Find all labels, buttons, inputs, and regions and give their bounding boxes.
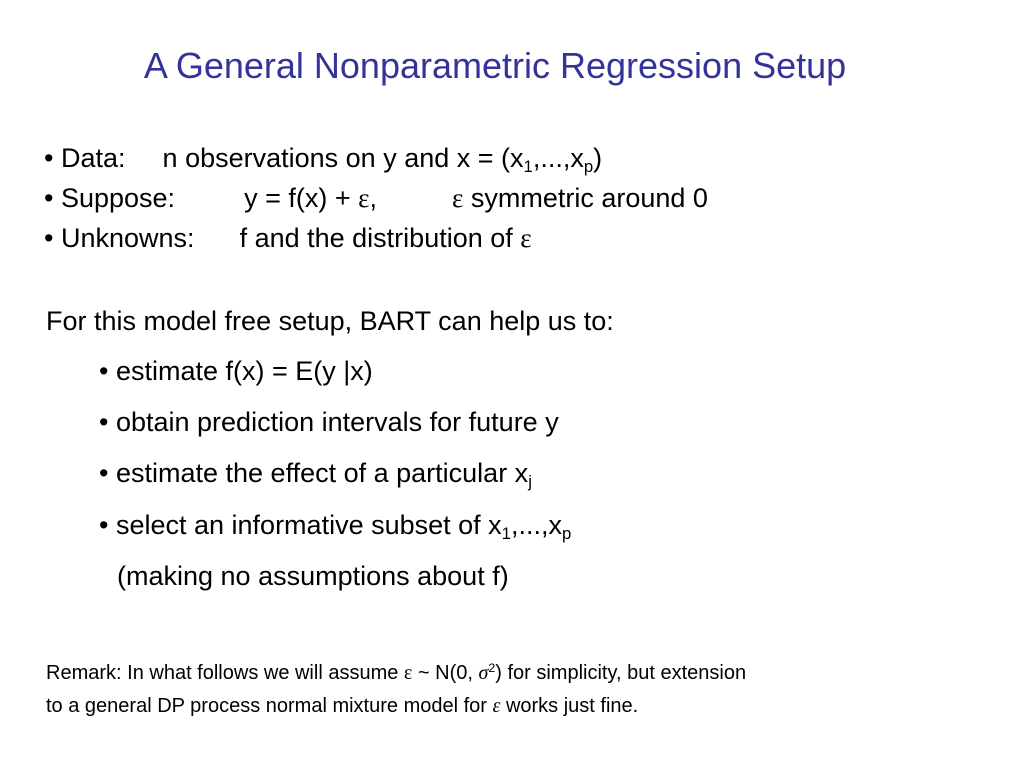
bullet-data <box>44 142 603 177</box>
bullet-marker: • <box>99 356 109 386</box>
intro-text: For this model free setup, BART can help us to: <box>46 306 614 336</box>
comma: , <box>369 183 377 213</box>
slide-title: A General Nonparametric Regression Setup <box>143 45 847 86</box>
epsilon-symbol: ε <box>403 662 413 684</box>
bullet-data-label: Data: <box>60 143 126 173</box>
superscript-2: 2 <box>488 661 496 676</box>
bullet-marker: • <box>99 407 109 437</box>
subscript-j: j <box>528 472 532 492</box>
bullet-data-mid: ,...,x <box>532 143 584 173</box>
bullet-suppose-equation: y = f(x) + <box>244 183 359 213</box>
goal-text: estimate the effect of a particular x <box>115 458 529 488</box>
bullet-unknowns-label: Unknowns: <box>60 223 195 253</box>
bullet-suppose-tail: symmetric around 0 <box>463 183 708 213</box>
remark-text: to a general DP process normal mixture model for <box>46 695 493 717</box>
bullet-marker: • <box>44 223 54 253</box>
remark-label: Remark: <box>46 662 122 684</box>
subscript-p: p <box>583 157 594 177</box>
bullet-marker: • <box>99 458 109 488</box>
goal-text: select an informative subset of x <box>115 510 502 540</box>
bullet-suppose <box>44 182 708 214</box>
bullet-suppose-label: Suppose: <box>60 183 176 213</box>
subscript-p: p <box>561 524 572 544</box>
epsilon-symbol: ε <box>520 223 532 253</box>
subscript-1: 1 <box>523 157 533 177</box>
bullet-marker: • <box>99 510 109 540</box>
remark-text: ~ N(0, <box>412 662 479 684</box>
goal-text: obtain prediction intervals for future y <box>115 407 559 437</box>
bullet-unknowns <box>44 222 532 254</box>
subscript-1: 1 <box>501 524 511 544</box>
goal-item-estimate-f <box>99 355 373 387</box>
bullet-unknowns-text: f and the distribution of <box>239 223 521 253</box>
epsilon-symbol: ε <box>358 183 370 213</box>
remark-line-1 <box>46 661 746 685</box>
remark-text: In what follows we will assume <box>127 662 404 684</box>
remark-text: ) for simplicity, but extension <box>495 662 747 684</box>
goal-note: (making no assumptions about f) <box>117 561 509 591</box>
goal-item-select-subset <box>99 509 572 544</box>
goal-item-effect-xj <box>99 457 532 492</box>
bullet-data-text: n observations on y and x = (x <box>162 143 524 173</box>
goal-text-mid: ,...,x <box>510 510 562 540</box>
bullet-data-end: ) <box>593 143 603 173</box>
sigma-symbol: σ <box>478 662 489 684</box>
bullet-marker: • <box>44 183 54 213</box>
remark-line-2 <box>46 694 638 718</box>
remark-text: works just fine. <box>500 695 639 717</box>
epsilon-symbol: ε <box>492 695 501 717</box>
goal-item-prediction-intervals <box>99 406 559 438</box>
goal-text: estimate f(x) = E(y |x) <box>115 356 373 386</box>
epsilon-symbol: ε <box>452 183 464 213</box>
bullet-marker: • <box>44 143 54 173</box>
